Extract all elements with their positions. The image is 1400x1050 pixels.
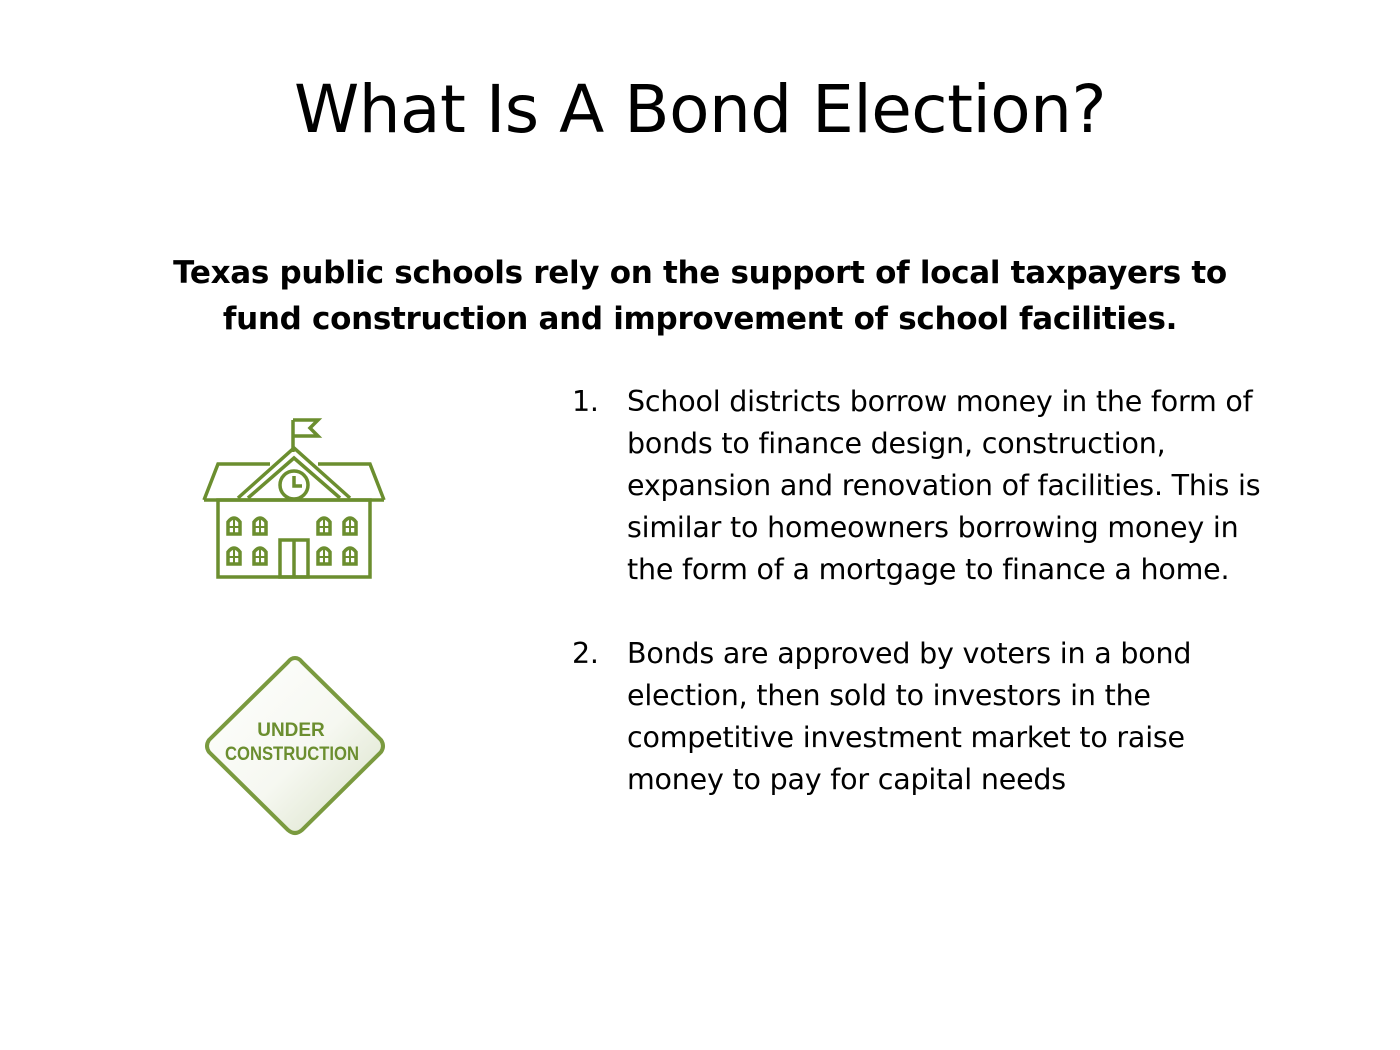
slide-subtitle: Texas public schools rely on the support of local taxpayers to fund construction and improvement of school facilities.: [173, 255, 1227, 337]
sign-text-construction: CONSTRUCTION: [225, 744, 359, 765]
list-item: [572, 633, 1272, 801]
numbered-list: [572, 381, 1272, 801]
under-construction-sign-icon: [200, 652, 390, 840]
list-item-number: 2.: [572, 637, 599, 670]
list-item-text: School districts borrow money in the form of bonds to finance design, construction, expansion and renovation of facilities. This is similar to homeowners borrowing money in the form of a mortgage to finance a home.: [627, 385, 1261, 586]
school-building-icon: [198, 412, 390, 584]
slide-title: What Is A Bond Election?: [293, 71, 1107, 148]
list-item-text: Bonds are approved by voters in a bond election, then sold to investors in the competitive investment market to raise money to pay for capital needs: [627, 637, 1192, 796]
sign-text-under: UNDER: [257, 720, 325, 741]
list-item-number: 1.: [572, 385, 599, 418]
list-item: [572, 381, 1272, 591]
